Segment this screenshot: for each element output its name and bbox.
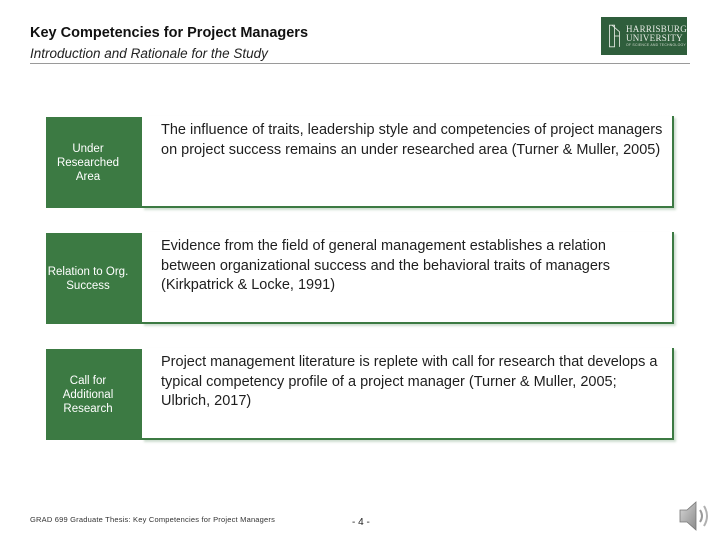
row-text: Evidence from the field of general management establishes a relation between organizational success and the behavioral traits of managers (Kirkpatrick & Locke, 1991) <box>161 238 610 293</box>
content-row <box>46 116 676 210</box>
header-divider <box>30 63 690 64</box>
content-row <box>46 232 676 326</box>
row-text-box <box>142 232 674 324</box>
row-text: The influence of traits, leadership style and competencies of project managers on project success remains an under researched area (Turner & Muller, 2005) <box>161 122 663 158</box>
logo-mark-icon <box>607 21 622 51</box>
row-tag <box>46 233 142 324</box>
page-subtitle: Introduction and Rationale for the Study <box>30 46 268 61</box>
row-tag-label: Call for Additional Research <box>62 374 114 415</box>
row-text-box <box>142 348 674 440</box>
row-text-box <box>142 116 674 208</box>
content-row <box>46 348 676 442</box>
row-tag-label: Under Researched Area <box>56 142 119 183</box>
page-title: Key Competencies for Project Managers <box>30 25 309 41</box>
logo-line1: HARRISBURG <box>625 23 687 34</box>
logo-line3: OF SCIENCE AND TECHNOLOGY <box>625 42 686 47</box>
logo-line2: UNIVERSITY <box>625 32 683 43</box>
footer-text: GRAD 699 Graduate Thesis: Key Competencies for Project Managers <box>30 515 276 524</box>
row-tag <box>46 349 142 440</box>
speaker-icon[interactable] <box>676 496 714 536</box>
page-number: - 4 - <box>352 517 370 528</box>
row-tag <box>46 117 142 208</box>
row-tag-label: Relation to Org. Success <box>47 265 129 292</box>
row-text: Project management literature is replete with call for research that develops a typical competency profile of a project manager (Turner & Muller, 2005; Ulbrich, 2017) <box>161 354 658 409</box>
university-logo <box>601 17 687 55</box>
